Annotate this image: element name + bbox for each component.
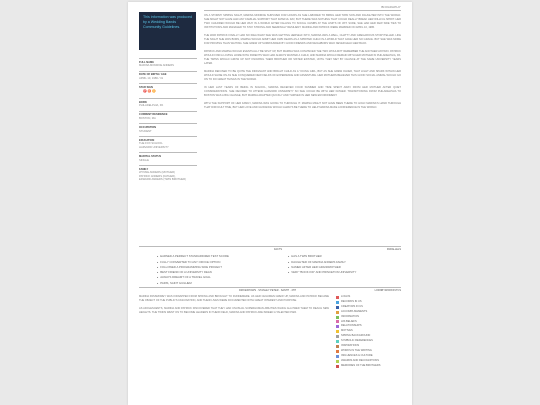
info-badge [139,12,196,50]
parallels-column [270,254,401,286]
dob-section [139,71,197,81]
legend-swatch-icon [336,330,339,333]
born-value: PHILADELPHIA, PA [139,104,164,108]
legend-swatch-icon [336,350,339,353]
occupation-value: STUDENT [139,129,152,133]
born-heading: BORN [139,100,147,104]
list-item: ■ NAMED AFTER HER GRANDMOTHER [288,265,401,270]
star-heading: STAR SIGN [139,85,153,89]
biography-page [128,2,412,405]
education-heading: EDUCATION [139,138,155,142]
facts-column [139,254,270,286]
legend-swatch-icon [336,335,339,338]
list-item: ■ FULLY CONVERTED TO ANY OFFICE OPTION [157,260,270,265]
fullname-heading: FULL NAME [139,60,154,64]
legend-label: INFLUENCES & CULTURE [341,353,373,357]
residence-section [139,111,197,121]
bottom-right-heading: LORNBYWORKSVTCS [374,289,401,292]
legend-swatch-icon [336,320,339,323]
legend-swatch-icon [336,306,339,309]
bottom-header [139,287,401,292]
profile-sidebar [139,58,197,185]
bottom-paragraph: MARINA PASSMOREY WAS KIDNAPPED FROM SPRING AND BROUGHT TO RUNNEMERE. AS HER CHILDREN GREW UP, MARINA AND PATRICK BECAME THE OBJECT OF THE PUBLIC'S FASCINATION, AND THEIR LIVES WERE DOCUMENTED WITH GREAT INTEREST AND PURPOSE. [139,295,329,302]
list-item: ■ EARNED A PERFECT STANDARDIZED TEST SCORE [157,254,270,259]
body-paragraph: MARINA REFUSED TO BE QUITE THE INDIGNANT AND BRIGHT CHILD AS A YOUNG GIRL, BUT AS SHE GREW OLDER, THAT LIGHT AND SPARK WITHIN HER WOULD SHINE ON AS SHE CONQUERED NEW FIELDS OF EXPERIENCE AND ADVENTURE. HER MOTHERS BELIEVED THIS GOOD SOCIAL ANIMAL WOULD GO ON TO DO GREAT THINGS IN THE WORLD. [204,70,401,81]
family-member: WYNNE ANDERS (MOTHER) [139,171,175,175]
star-sign-icon: ♈ ♉ ♊ [143,89,156,94]
fullname-value: MARINA MONROE ANDERS [139,64,174,68]
list-item: ■ BEST FRIEND OF A UNIVERSITY DEAN [157,270,270,275]
education-value: THE FOX SCHOOL [139,142,163,146]
star-section [139,83,197,95]
legend-label: SYMBOLIC REFERENCES [341,339,373,343]
lists-columns [139,254,401,286]
list-item: ■ PARIS, SAINT GUILHEM [157,281,270,286]
legend-label: INFORMATION [341,314,359,318]
education-value: HARVARD UNIVERSITY [139,145,169,149]
dob-value: APRIL 10, 1986 / 31 [139,76,164,80]
education-section [139,136,197,149]
marital-section [139,152,197,162]
list-item: ■ HAS A TWIN BROTHER [288,254,401,259]
legend-swatch-icon [336,345,339,348]
bottom-paragraph: AS ADOLESCENTS, MARINA AND PATRICK DISCOVERED THAT THEY HAD UNUSUAL SUPERHUMAN ABILITIES WHICH ALLOWED THEM TO REACH NEW HEIGHTS. THE TWINS WENT ON TO BECOME LEADERS IN THEIR FIELD, MARINA AND PATRICK ARE INDEED A TALENTED PAIR. [139,307,329,314]
marital-heading: MARITAL STATUS [139,154,162,158]
bottom-section [139,287,401,371]
body-paragraph: PATRICK AND MARINA WOULD EVENTUALLY BE SPLIT UP, BUT MARINA WAS CONVINCED THE TWO WOULDN'T REMEMBER THE ANOTHER ANYWAY. PATRICK WOULD FIND A LOVING HOME WITH PARENTS WHO HAD ALWAYS WANTED A CHILD, AND MARINA WOULD REMAIN WITH HER MOTHER IN PHILADELPHIA, PA. THE TWINS WOULD GROW UP NOT KNOWING THEIR BROTHER OR SISTER EXISTED, UNTIL THEY MET BY CHANCE AT THE SAME UNIVERSITY YEARS LATER. [204,50,401,65]
parallels-list [288,254,401,275]
list-item: ■ DAUGHTER OF MARINA ANDERS FAMILY [288,260,401,265]
legend-label: RECORDS IN US [341,299,362,303]
body-paragraph: THE WAR PATRICK FINALLY HAD NO IDEA WHAT SHE WAS GETTING HERSELF INTO, MARINA WAS A WELL, CHATTY AND GREGARIOUS STORYTELLER. LIKE THE NIGHT SHE WAS BORN, MARINA WOULD ADMIT HER OWN FEARS AS A SPIRITED CHILD IN A WORLD THAT GAVE HER NO GRACE. BUT SHE WAS MORE FOR PROVING THAN WAITING. SHE GREW UP SURROUNDED BY GOOD FRIENDS AND NEIGHBORS WHO NEVER HELD HER BACK. [204,34,401,45]
legend-swatch-icon [336,365,339,368]
occupation-section [139,123,197,133]
facts-heading: FACTS [274,248,283,251]
legend-label: AWARDS AND RECOGNITIONS [341,358,379,362]
family-section [139,165,197,182]
body-paragraph: IN HER LAST YEARS OF BEING IN SCHOOL, MARINA RECEIVED FOUR SUMMER AND TIME SPENT AWAY FROM HER MOTHER AFTER QUIET CONSIDERATIONS. SHE DECIDED TO ATTEND HARVARD UNIVERSITY SO SHE COULD BE WITH HER FATHER. TRANSITIONING FROM PHILADELPHIA TO BOSTON WAS A BIG CHANGE, BUT MARINA ADAPTED QUICKLY AND THRIVED IN HER NEW ENVIRONMENT. [204,86,401,97]
legend-label: SPRING BACKGROUND [341,334,371,338]
credits-legend [336,295,401,369]
legend-label: MEMORIES OF THE BROTHERS [341,363,381,367]
legend-swatch-icon [336,340,339,343]
marital-value: SINGLE [139,158,149,162]
legend-label: WORKS IN THE WRITING [341,348,372,352]
legend-label: INSPIRATIONS [341,344,360,348]
legend-label: ACCOMPLISHMENTS [341,309,368,313]
residence-heading: CURRENT RESIDENCE [139,113,168,117]
header-divider [204,10,401,11]
legend-swatch-icon [336,301,339,304]
bottom-left-heading: DRIVESHOWS · STANLEY PETER · SANTH · 4TH [239,289,297,292]
legend-label: CREATORS IN US [341,304,363,308]
bottom-columns [139,295,401,371]
biography-body [204,14,401,114]
list-item: ■ FOLLOWED A PROGRAMMING SIDE PROJECT [157,265,270,270]
legend-label: LOGOS [341,295,351,298]
legend-label: HIS BELIEFS [341,319,357,323]
dob-heading: DATE OF BIRTH / AGE [139,73,167,77]
fullname-section [139,58,197,68]
bottom-text [139,295,329,371]
residence-value: BOSTON, MA [139,116,156,120]
legend-swatch-icon [336,325,339,328]
facts-list [157,254,270,286]
facts-parallels [139,246,401,286]
legend-label: RELATIONSHIPS [341,324,362,328]
born-section [139,98,197,108]
family-member: PATRICK ANDERS (FATHER), [139,174,176,178]
legend-swatch-icon [336,311,339,314]
legend-item [336,364,401,369]
legend-swatch-icon [336,360,339,363]
badge-text: This information was produced by a Wedding Bands Community Guidelines. [143,15,192,29]
legend-swatch-icon [336,355,339,358]
parallels-heading: PARALLELS [386,248,401,251]
section-label: BIOGRAPHY [381,5,401,9]
list-item: ■ VERY "BOOK KID" AND PRINCETON UNIVERSITY [288,270,401,275]
lists-header [139,246,401,252]
body-paragraph: WITH THE SUPPORT OF HER FAMILY, MARINA WAS GOING TO THROUGH IT. MARINA MIGHT NOT HAVE BEEN THERE TO HOLD MARINA'S HAND THROUGH THAT DIFFICULT TIME, BUT HER LOVE AND GUIDANCE WOULD ALWAYS BE THERE TO HELP MARINA MAKE A DIFFERENCE IN THE WORLD. [204,102,401,109]
family-heading: FAMILY [139,167,149,171]
body-paragraph: ON A STORMY SPRING NIGHT, MARINA MONROE SURVIVED FOR HOURS AS SHE LABORED TO BRING HER TWIN SON AND DAUGHTER INTO THE WORLD. SHE MIGHT NOT HAVE HAD ANY FAMILIAL SUPPORT THAT FATEFUL DAY, BUT THERE WAS NOTHING THAT COULD REALLY BREAK HER WILLFUL SPIRIT. HER TWO CHILDREN WOULD BE HER WHY IN A WORLD AFTER FALLING TO SOCIAL CLIMBS AT THE LIMITS OF WIT. SURE, SHE HAD HER FEW SIDE TIES TO INSTITUTIONS AND MANAGED TO STAY STRONG AND SEEMINGLY RESILIENT. MARINA AND PATRICK WERE MARRIED ON APRIL 10, 1986. [204,14,401,29]
family-member: EDWARD ANDERS (TWIN BROTHER) [139,178,186,182]
legend-label: MOTIVES [341,329,353,333]
legend-swatch-icon [336,316,339,319]
legend-swatch-icon [336,296,339,299]
occupation-heading: OCCUPATION [139,125,157,129]
list-item: ■ ALWAYS DREAMT OF A TRAVEL GOAL [157,275,270,280]
